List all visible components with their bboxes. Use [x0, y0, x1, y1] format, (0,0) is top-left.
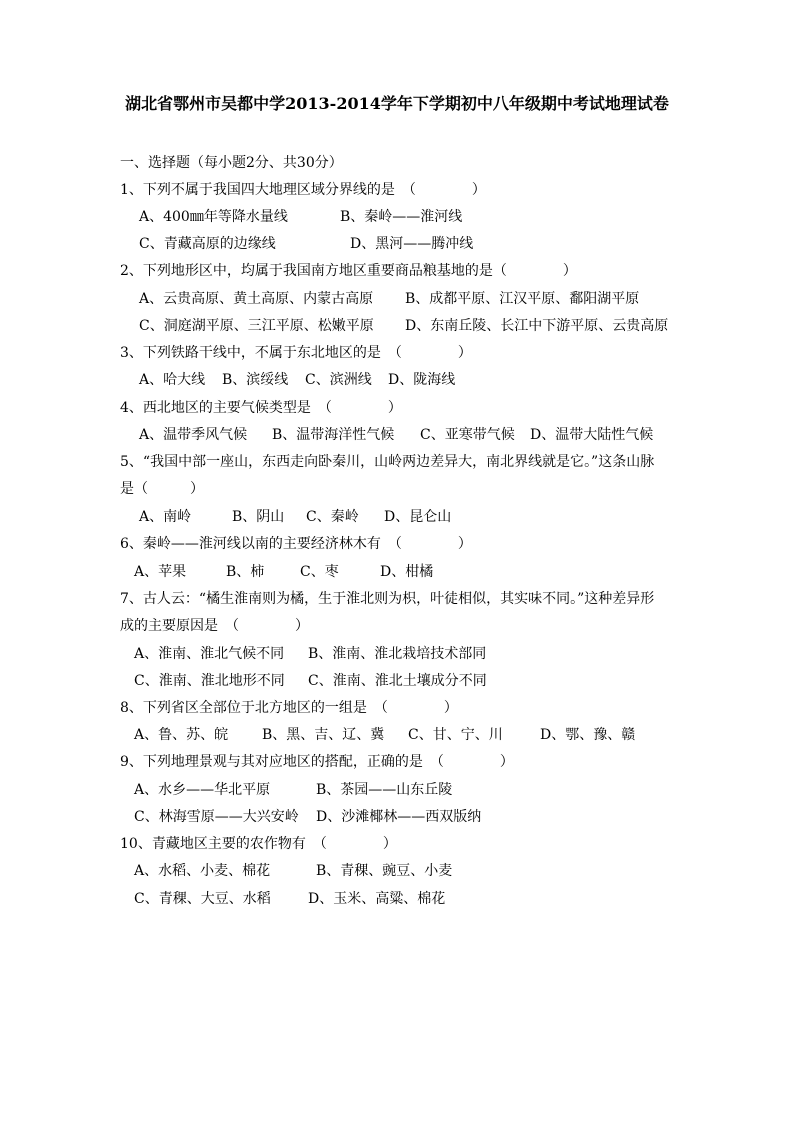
question-8-option-d: D、鄂、豫、赣	[540, 727, 636, 743]
page-title: 湖北省鄂州市吴都中学2013-2014学年下学期初中八年级期中考试地理试卷	[125, 94, 669, 113]
question-8-stem: 8、下列省区全部位于北方地区的一组是 （ ）	[120, 700, 458, 716]
question-4-option-c: C、亚寒带气候	[420, 427, 515, 443]
question-7-option-d: C、淮南、淮北土壤成分不同	[308, 673, 487, 689]
question-5-option-a: A、南岭	[139, 509, 192, 525]
question-1-option-d: D、黑河——腾冲线	[350, 236, 474, 252]
question-7-option-c: C、淮南、淮北地形不同	[134, 673, 285, 689]
question-2-stem: 2、下列地形区中，均属于我国南方地区重要商品粮基地的是（ ）	[120, 263, 577, 279]
question-6-option-b: B、柿	[226, 564, 265, 580]
question-9-stem: 9、下列地理景观与其对应地区的搭配，正确的是 （ ）	[120, 754, 514, 770]
question-7-stem: 7、古人云：“橘生淮南则为橘，生于淮北则为枳，叶徒相似，其实味不同。”这种差异形	[120, 591, 655, 607]
question-7-option-b: B、淮南、淮北栽培技术部同	[308, 646, 487, 662]
question-1-option-b: B、秦岭——淮河线	[340, 209, 463, 225]
question-5-stem-continued: 是（ ）	[120, 481, 204, 497]
question-1-option-a: A、400㎜年等降水量线	[139, 209, 288, 225]
question-2-option-b: B、成都平原、江汉平原、鄱阳湖平原	[405, 291, 640, 307]
question-5-option-c: C、秦岭	[306, 509, 359, 525]
question-8-option-a: A、鲁、苏、皖	[134, 727, 229, 743]
question-9-option-a: A、水乡——华北平原	[134, 782, 271, 798]
question-4-option-b: B、温带海洋性气候	[272, 427, 395, 443]
question-8-option-b: B、黑、吉、辽、冀	[262, 727, 385, 743]
question-10-option-c: C、青稞、大豆、水稻	[134, 891, 271, 907]
question-9-option-d: D、沙滩椰林——西双版纳	[316, 809, 482, 825]
question-3-option-b: B、滨绥线	[222, 372, 289, 388]
question-6-stem: 6、秦岭——淮河线以南的主要经济林木有 （ ）	[120, 536, 472, 552]
question-5-option-b: B、阴山	[232, 509, 285, 525]
question-4-option-a: A、温带季风气候	[139, 427, 248, 443]
question-10-stem: 10、青藏地区主要的农作物有 （ ）	[120, 836, 397, 852]
question-4-option-d: D、温带大陆性气候	[530, 427, 654, 443]
question-2-option-c: C、洞庭湖平原、三江平原、松嫩平原	[139, 318, 374, 334]
question-8-option-c: C、甘、宁、川	[408, 727, 503, 743]
question-2-option-a: A、云贵高原、黄土高原、内蒙古高原	[139, 291, 374, 307]
question-7-stem-continued: 成的主要原因是 （ ）	[120, 618, 309, 634]
question-9-option-c: C、林海雪原——大兴安岭	[134, 809, 299, 825]
question-6-option-d: D、柑橘	[380, 564, 434, 580]
question-3-option-d: D、陇海线	[388, 372, 456, 388]
question-6-option-c: C、枣	[300, 564, 339, 580]
question-10-option-a: A、水稻、小麦、棉花	[134, 863, 271, 879]
question-3-option-c: C、滨洲线	[305, 372, 372, 388]
question-4-stem: 4、西北地区的主要气候类型是 （ ）	[120, 400, 402, 416]
section-heading: 一、选择题（每小题2分、共30分）	[120, 155, 343, 171]
question-6-option-a: A、苹果	[134, 564, 187, 580]
question-2-option-d: D、东南丘陵、长江中下游平原、云贵高原	[405, 318, 669, 334]
question-5-stem: 5、“我国中部一座山，东西走向卧秦川，山岭两边差异大，南北界线就是它。”这条山脉	[120, 454, 655, 470]
question-1-stem: 1、下列不属于我国四大地理区域分界线的是 （ ）	[120, 182, 486, 198]
question-1-option-c: C、青藏高原的边缘线	[139, 236, 276, 252]
question-10-option-b: B、青稞、豌豆、小麦	[316, 863, 453, 879]
question-5-option-d: D、昆仑山	[384, 509, 452, 525]
question-9-option-b: B、茶园——山东丘陵	[316, 782, 453, 798]
question-7-option-a: A、淮南、淮北气候不同	[134, 646, 285, 662]
question-3-option-a: A、哈大线	[139, 372, 206, 388]
question-3-stem: 3、下列铁路干线中，不属于东北地区的是 （ ）	[120, 345, 472, 361]
question-10-option-d: D、玉米、高粱、棉花	[308, 891, 446, 907]
